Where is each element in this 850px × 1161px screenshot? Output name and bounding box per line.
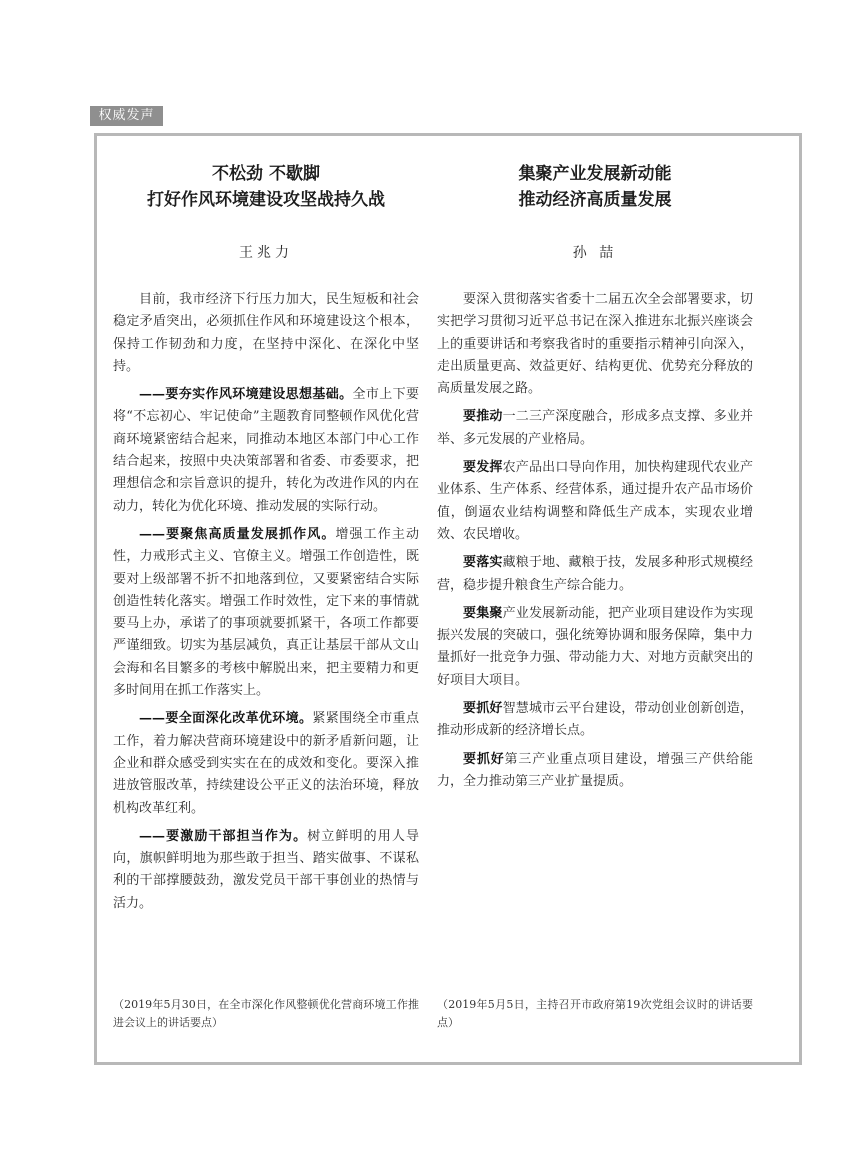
paragraph xyxy=(437,406,753,451)
paragraph-text: 紧紧围绕全市重点工作，着力解决营商环境建设中的新矛盾新问题，让企业和群众感受到实实在在的成效和变化。要深入推进放管服改革，持续建设公平正义的法治环境，释放机构改革红利。 xyxy=(113,711,419,816)
paragraph-text: 要深入贯彻落实省委十二届五次全会部署要求，切实把学习贯彻习近平总书记在深入推进东北振兴座谈会上的重要讲话和考察我省时的重要指示精神引向深入，走出质量更高、效益更好、结构更优、优势充分释放的高质量发展之路。 xyxy=(437,292,753,397)
paragraph xyxy=(437,289,753,400)
paragraph xyxy=(437,603,753,692)
article-body xyxy=(113,289,419,915)
article-body xyxy=(437,289,753,793)
paragraph-lead: 要发挥 xyxy=(463,460,503,476)
paragraph-text: 目前，我市经济下行压力加大，民生短板和社会稳定矛盾突出，必须抓住作风和环境建设这个根本，保持工作韧劲和力度，在坚持中深化、在深化中坚持。 xyxy=(113,292,419,374)
author: 孙 喆 xyxy=(572,245,618,261)
paragraph xyxy=(113,708,419,819)
paragraph-text: 藏粮于地、藏粮于技，发展多种形式规模经营，稳步提升粮食生产综合能力。 xyxy=(437,555,753,593)
title-line-1: 集聚产业发展新动能 xyxy=(518,164,672,184)
title-line-1: 不松劲 不歇脚 xyxy=(212,164,320,184)
speech-note: （2019年5月30日，在全市深化作风整顿优化营商环境工作推进会议上的讲话要点） xyxy=(113,998,419,1029)
speech-note: （2019年5月5日，主持召开市政府第19次党组会议时的讲话要点） xyxy=(437,998,753,1029)
paragraph xyxy=(437,552,753,597)
section-tag: 权威发声 xyxy=(90,106,163,126)
paragraph xyxy=(437,749,753,794)
paragraph-text: 增强工作主动性，力戒形式主义、官僚主义。增强工作创造性，既要对上级部署不折不扣地落到位，又要紧密结合实际创造性转化落实。增强工作时效性，定下来的事情就要马上办，承诺了的事项就要抓紧干，各项工作都要严谨细致。切实为基层减负，真正让基层干部从文山会海和名目繁多的考核中解脱出来，把主要精力和更多时间用在抓工作落实上。 xyxy=(113,526,419,699)
article-frame xyxy=(94,133,802,1065)
paragraph-lead: 要抓好 xyxy=(463,701,503,717)
paragraph xyxy=(437,457,753,546)
paragraph xyxy=(113,384,419,518)
paragraph-text: 一二三产深度融合，形成多点支撑、多业并举、多元发展的产业格局。 xyxy=(437,409,753,447)
article-title xyxy=(437,161,753,213)
paragraph-lead: ——要全面深化改革优环境。 xyxy=(139,711,313,727)
paragraph-lead: 要推动 xyxy=(463,409,503,425)
paragraph-lead: 要抓好 xyxy=(463,751,505,767)
paragraph-text: 农产品出口导向作用，加快构建现代农业产业体系、生产体系、经营体系，通过提升农产品市场价值，倒逼农业结构调整和降低生产成本，实现农业增效、农民增收。 xyxy=(437,460,753,542)
paragraph-text: 第三产业重点项目建设，增强三产供给能力，全力推动第三产业扩量提质。 xyxy=(437,751,753,789)
article-right xyxy=(437,136,753,1029)
paragraph-lead: 要集聚 xyxy=(463,605,503,621)
title-line-2: 打好作风环境建设攻坚战持久战 xyxy=(147,190,385,210)
paragraph-lead: ——要聚焦高质量发展抓作风。 xyxy=(139,526,336,542)
paragraph-text: 全市上下要将“不忘初心、牢记使命”主题教育同整顿作风优化营商环境紧密结合起来，同推动本地区本部门中心工作结合起来，按照中央决策部署和省委、市委要求，把理想信念和宗旨意识的提升，转化为改进作风的内在动力，转化为优化环境、推动发展的实际行动。 xyxy=(113,387,419,514)
paragraph-lead: ——要激励干部担当作为。 xyxy=(139,828,308,844)
paragraph-text: 树立鲜明的用人导向，旗帜鲜明地为那些敢于担当、踏实做事、不谋私利的干部撑腰鼓劲，激发党员干部干事创业的热情与活力。 xyxy=(113,828,419,911)
paragraph-lead: 要落实 xyxy=(463,555,503,571)
title-line-2: 推动经济高质量发展 xyxy=(518,190,672,210)
paragraph-lead: ——要夯实作风环境建设思想基础。 xyxy=(139,387,353,403)
paragraph-text: 产业发展新动能，把产业项目建设作为实现振兴发展的突破口，强化统筹协调和服务保障，集中力量抓好一批竞争力强、带动能力大、对地方贡献突出的好项目大项目。 xyxy=(437,605,753,688)
paragraph xyxy=(113,826,419,915)
paragraph xyxy=(113,289,419,378)
paragraph xyxy=(113,524,419,702)
paragraph-text: 智慧城市云平台建设，带动创业创新创造，推动形成新的经济增长点。 xyxy=(437,701,753,739)
paragraph xyxy=(437,698,753,743)
author: 王兆力 xyxy=(239,245,293,261)
article-title xyxy=(113,161,419,213)
article-left xyxy=(113,136,419,1029)
